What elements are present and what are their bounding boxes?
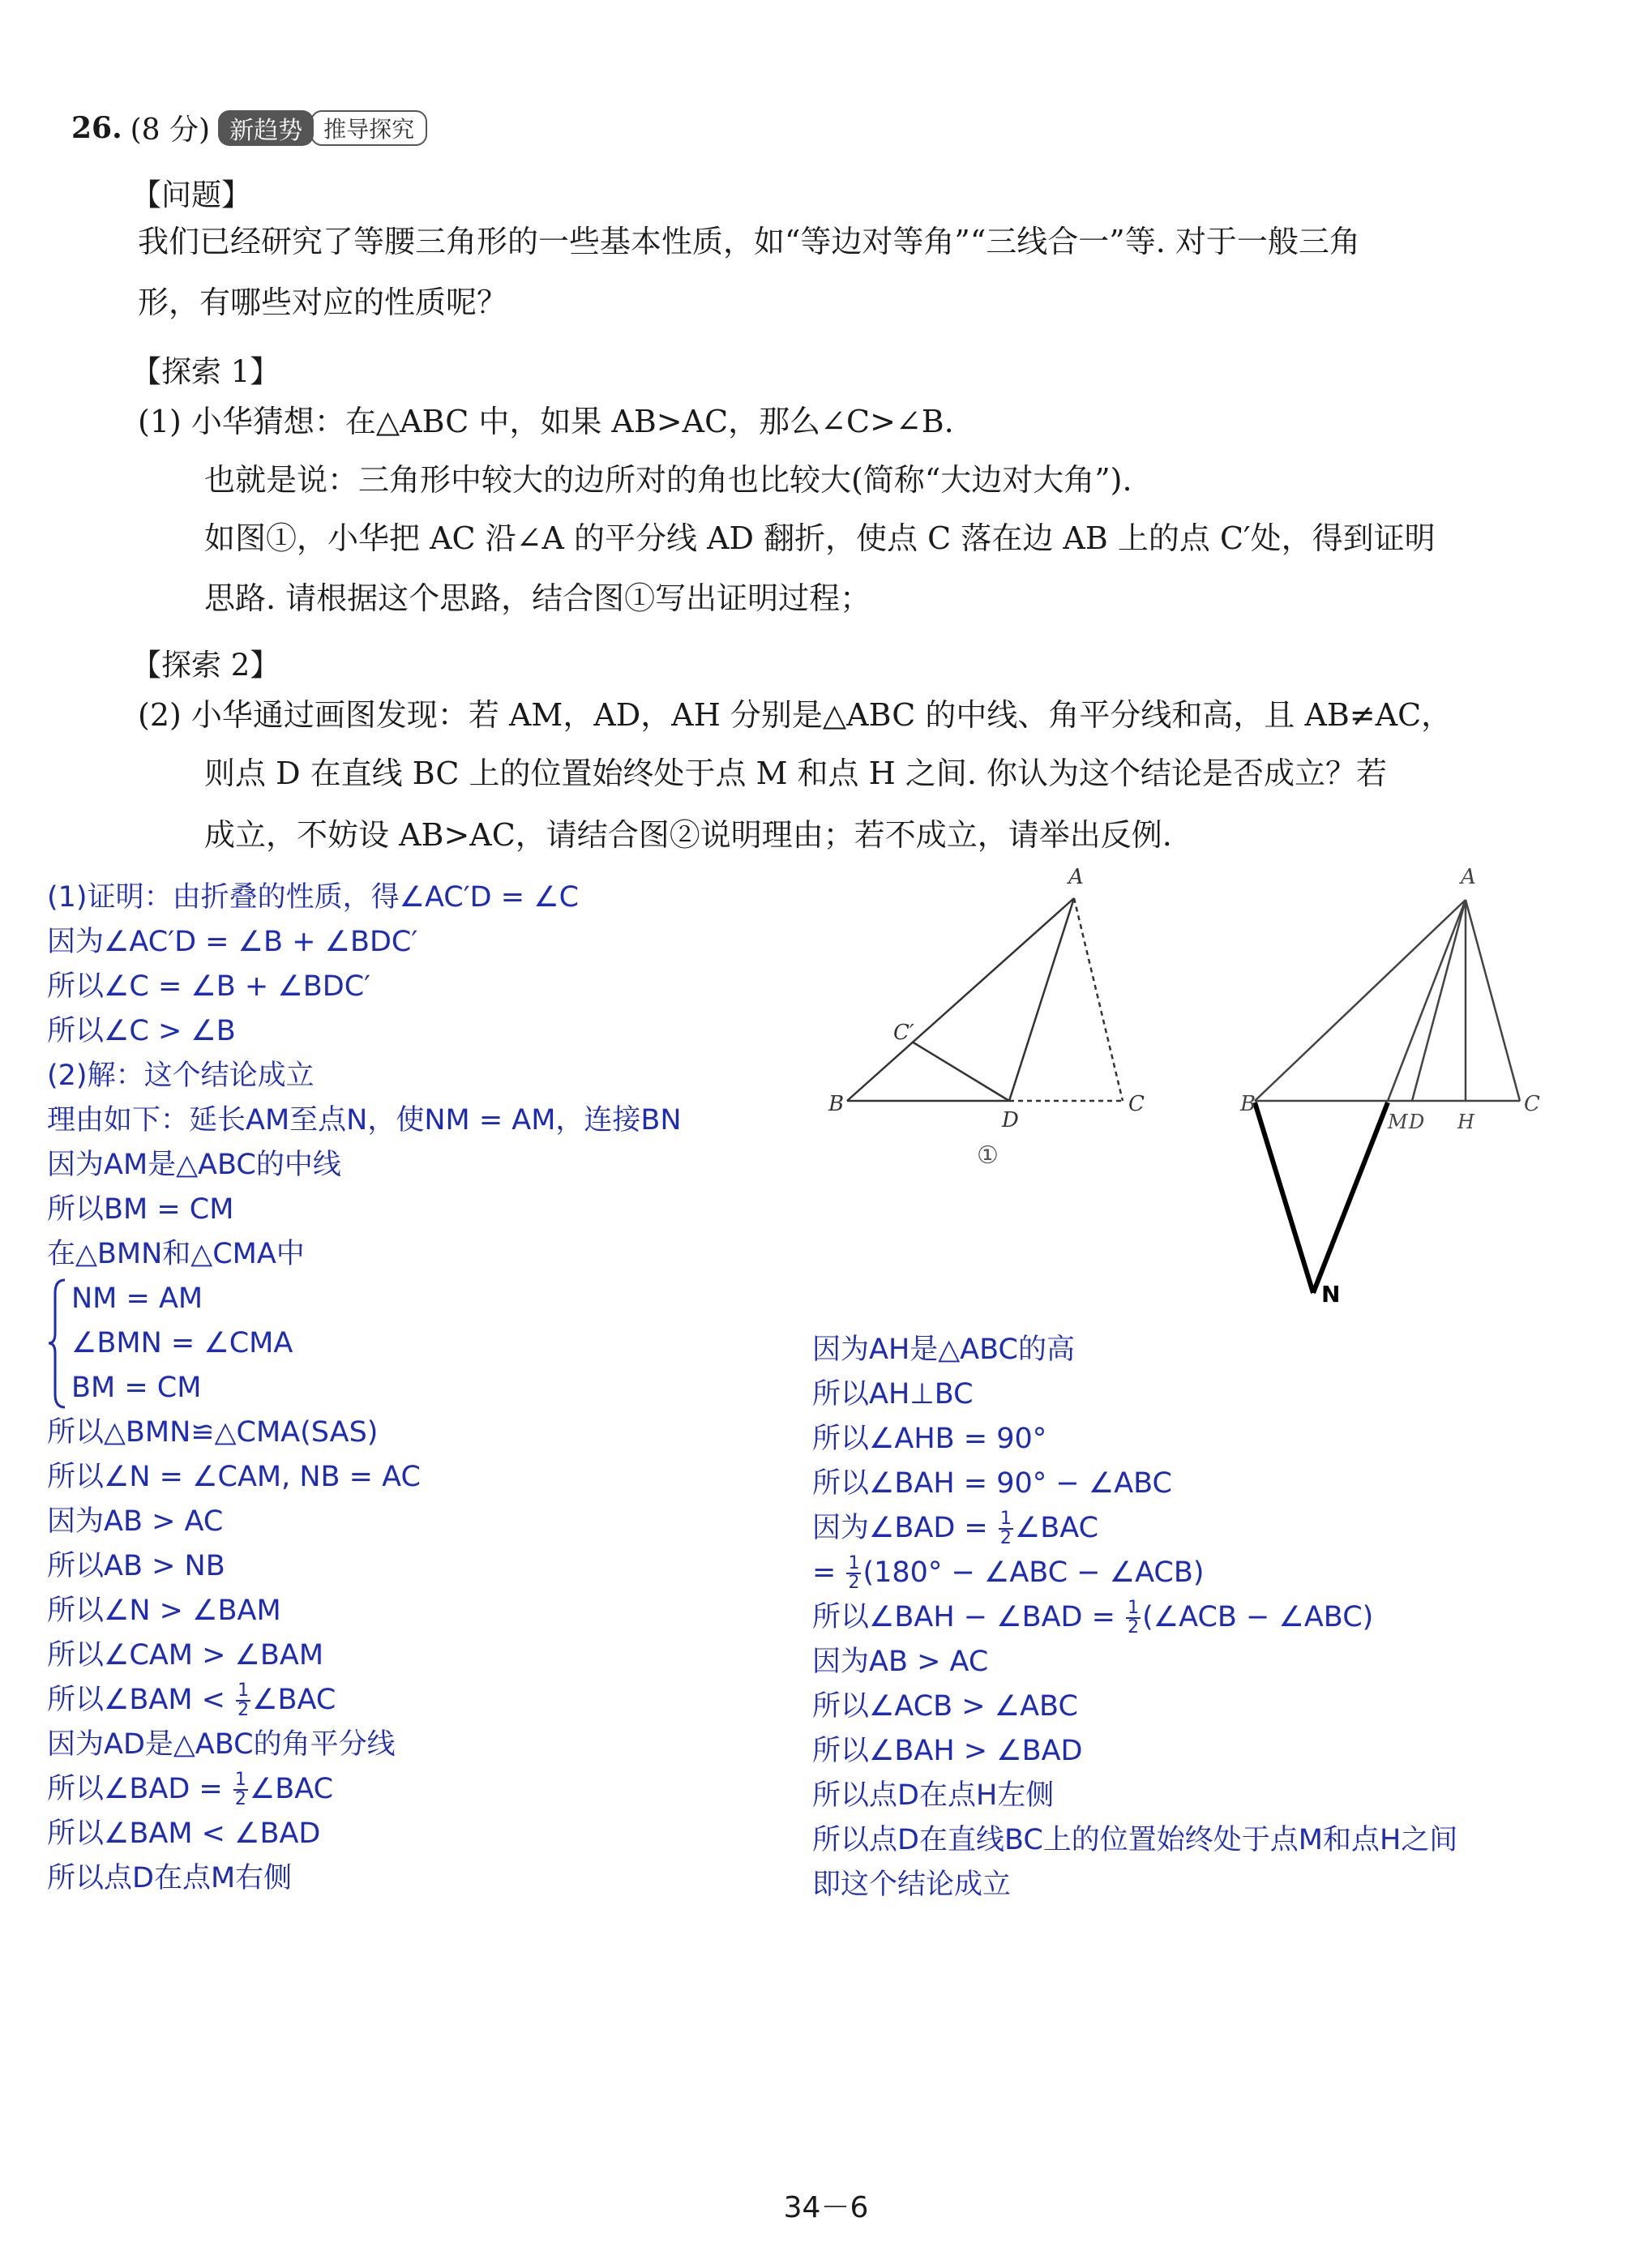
fraction-one-half xyxy=(236,1682,250,1719)
p1-line2: 也就是说：三角形中较大的边所对的角也比较大(简称“大边对大角”). xyxy=(204,462,1132,498)
sol-line-fraction xyxy=(47,1767,682,1812)
brace-line: BM = CM xyxy=(71,1372,202,1404)
figure-1 xyxy=(811,859,1183,1184)
sol-text: ∠BAC xyxy=(1014,1512,1099,1544)
fraction-denominator: 2 xyxy=(238,1700,250,1720)
fig2-label-M: M xyxy=(1388,1111,1408,1133)
sol-line: 所以BM = CM xyxy=(47,1193,234,1226)
page-number: 34－6 xyxy=(783,2191,869,2224)
fig1-segment-CprimeD xyxy=(912,1042,1009,1101)
sol-line-fraction xyxy=(812,1551,1457,1595)
fig1-label-Cprime: C′ xyxy=(893,1021,914,1045)
fraction-one-half xyxy=(999,1510,1013,1548)
brace-line: ∠BMN = ∠CMA xyxy=(71,1327,293,1359)
fig2-label-N: N xyxy=(1321,1281,1341,1308)
sol-line-fraction xyxy=(47,1678,682,1723)
fraction-one-half xyxy=(233,1771,248,1809)
brace-line: NM = AM xyxy=(71,1282,203,1315)
trend-badge: 新趋势 xyxy=(218,110,314,146)
fraction-one-half xyxy=(846,1555,861,1592)
sol-line: 所以∠BAM < ∠BAD xyxy=(47,1817,321,1850)
fig2-side-AB xyxy=(1255,900,1466,1101)
solution-right-column xyxy=(812,1328,1457,1907)
p2-line2: 则点 D 在直线 BC 上的位置始终处于点 M 和点 H 之间. 你认为这个结论是否成立？若 xyxy=(204,756,1388,791)
sol-line: 所以AH⊥BC xyxy=(812,1378,974,1411)
sol-line: 所以∠CAM > ∠BAM xyxy=(47,1639,324,1672)
sol-text: (180° − ∠ABC − ∠ACB) xyxy=(862,1556,1205,1589)
heading-explore2: 【探索 2】 xyxy=(131,648,280,683)
p1-line1: (1) 小华猜想：在△ABC 中，如果 AB>AC，那么∠C>∠B. xyxy=(138,404,954,439)
fig2-bisector-AD xyxy=(1412,900,1466,1101)
sol-text: ∠BAC xyxy=(252,1684,336,1716)
fraction-denominator: 2 xyxy=(999,1528,1012,1548)
sol-line: 所以△BMN≌△CMA(SAS) xyxy=(47,1416,379,1449)
intro-line2: 形，有哪些对应的性质呢？ xyxy=(138,285,508,320)
heading-problem: 【问题】 xyxy=(131,178,251,212)
fraction-numerator: 1 xyxy=(999,1509,1012,1529)
sol-text: (∠ACB − ∠ABC) xyxy=(1142,1601,1374,1633)
fig2-side-AC xyxy=(1466,900,1520,1101)
sol-line: 所以∠ACB > ∠ABC xyxy=(812,1690,1078,1723)
fig1-caption: ① xyxy=(977,1141,999,1170)
fraction-denominator: 2 xyxy=(848,1573,860,1593)
figure-2 xyxy=(1208,859,1548,1313)
fig2-label-H: H xyxy=(1457,1111,1474,1133)
sol-line: 所以∠N > ∠BAM xyxy=(47,1595,281,1627)
fraction-numerator: 1 xyxy=(848,1553,860,1573)
sol-line: (1)证明：由折叠的性质，得∠AC′D = ∠C xyxy=(47,881,580,914)
sol-line: 因为AM是△ABC的中线 xyxy=(47,1149,341,1181)
sol-line: 所以点D在直线BC上的位置始终处于点M和点H之间 xyxy=(812,1824,1458,1856)
sol-line: 所以∠C > ∠B xyxy=(47,1015,236,1047)
sol-line: 因为AD是△ABC的角平分线 xyxy=(47,1728,396,1761)
fraction-numerator: 1 xyxy=(238,1680,250,1701)
sol-line: 所以∠C = ∠B + ∠BDC′ xyxy=(47,970,371,1003)
sol-line: 理由如下：延长AM至点N，使NM = AM，连接BN xyxy=(47,1104,682,1137)
heading-explore1: 【探索 1】 xyxy=(131,354,280,389)
fig2-label-B: B xyxy=(1240,1092,1256,1116)
intro-line1: 我们已经研究了等腰三角形的一些基本性质，如“等边对等角”“三线合一”等. 对于一般三角 xyxy=(138,224,1360,259)
fig2-segment-BN xyxy=(1255,1102,1313,1293)
sol-line: 所以∠N = ∠CAM, NB = AC xyxy=(47,1461,421,1493)
sol-line: 所以点D在点H左侧 xyxy=(812,1779,1055,1812)
sol-line: (2)解：这个结论成立 xyxy=(47,1060,315,1092)
sol-line-fraction xyxy=(812,1506,1457,1551)
sol-text: 所以∠BAM < xyxy=(47,1684,235,1716)
sol-line: 所以∠BAH = 90° − ∠ABC xyxy=(812,1467,1172,1500)
fig2-label-D: D xyxy=(1409,1111,1425,1133)
solution-left-column xyxy=(47,875,682,1901)
fraction-denominator: 2 xyxy=(234,1789,246,1809)
p1-line4: 思路. 请根据这个思路，结合图①写出证明过程； xyxy=(204,580,871,616)
fig1-label-D: D xyxy=(1002,1108,1019,1132)
fig1-label-A: A xyxy=(1068,865,1084,889)
sol-text: ∠BAC xyxy=(249,1773,334,1805)
sol-line: 因为AB > AC xyxy=(812,1646,989,1678)
question-header xyxy=(71,107,427,148)
sol-text: 因为∠BAD = xyxy=(812,1512,997,1544)
fraction-one-half xyxy=(1126,1599,1141,1637)
sol-line: 所以∠BAH > ∠BAD xyxy=(812,1735,1083,1767)
left-brace-icon xyxy=(47,1277,68,1411)
congruence-conditions xyxy=(47,1277,682,1411)
sol-text: 所以∠BAH − ∠BAD = xyxy=(812,1601,1125,1633)
sol-line-fraction xyxy=(812,1595,1457,1640)
sol-text: 所以∠BAD = xyxy=(47,1773,232,1805)
sol-line: 因为AB > AC xyxy=(47,1505,224,1538)
sol-text: = xyxy=(812,1556,845,1589)
sol-line: 即这个结论成立 xyxy=(812,1869,1012,1901)
fig2-label-C: C xyxy=(1524,1092,1540,1116)
fig2-median-AM xyxy=(1388,900,1466,1101)
p2-line1: (2) 小华通过画图发现：若 AM，AD，AH 分别是△ABC 的中线、角平分线和高，且 AB≠AC， xyxy=(138,697,1453,733)
fig1-bisector-AD xyxy=(1009,898,1074,1101)
fraction-denominator: 2 xyxy=(1128,1617,1140,1637)
fig1-side-AC-dashed xyxy=(1074,898,1123,1101)
fig2-label-A: A xyxy=(1461,865,1476,889)
question-number: 26. xyxy=(71,110,122,145)
sol-line: 因为∠AC′D = ∠B + ∠BDC′ xyxy=(47,926,418,958)
fig2-segment-NM xyxy=(1313,1102,1388,1293)
question-points: (8 分) xyxy=(130,113,211,147)
sol-line: 所以点D在点M右侧 xyxy=(47,1862,293,1894)
p2-line3: 成立，不妨设 AB>AC，请结合图②说明理由；若不成立，请举出反例. xyxy=(204,817,1172,853)
sol-line: 所以∠AHB = 90° xyxy=(812,1423,1047,1455)
fraction-numerator: 1 xyxy=(234,1770,246,1790)
sol-line: 在△BMN和△CMA中 xyxy=(47,1238,305,1270)
sol-line: 所以AB > NB xyxy=(47,1550,225,1582)
category-badge: 推导探究 xyxy=(310,110,427,146)
sol-line: 因为AH是△ABC的高 xyxy=(812,1333,1075,1366)
fraction-numerator: 1 xyxy=(1128,1598,1140,1618)
fig1-label-B: B xyxy=(828,1092,845,1116)
p1-line3: 如图①，小华把 AC 沿∠A 的平分线 AD 翻折，使点 C 落在边 AB 上的点 C′处，得到证明 xyxy=(204,520,1436,556)
fig1-label-C: C xyxy=(1128,1092,1145,1116)
